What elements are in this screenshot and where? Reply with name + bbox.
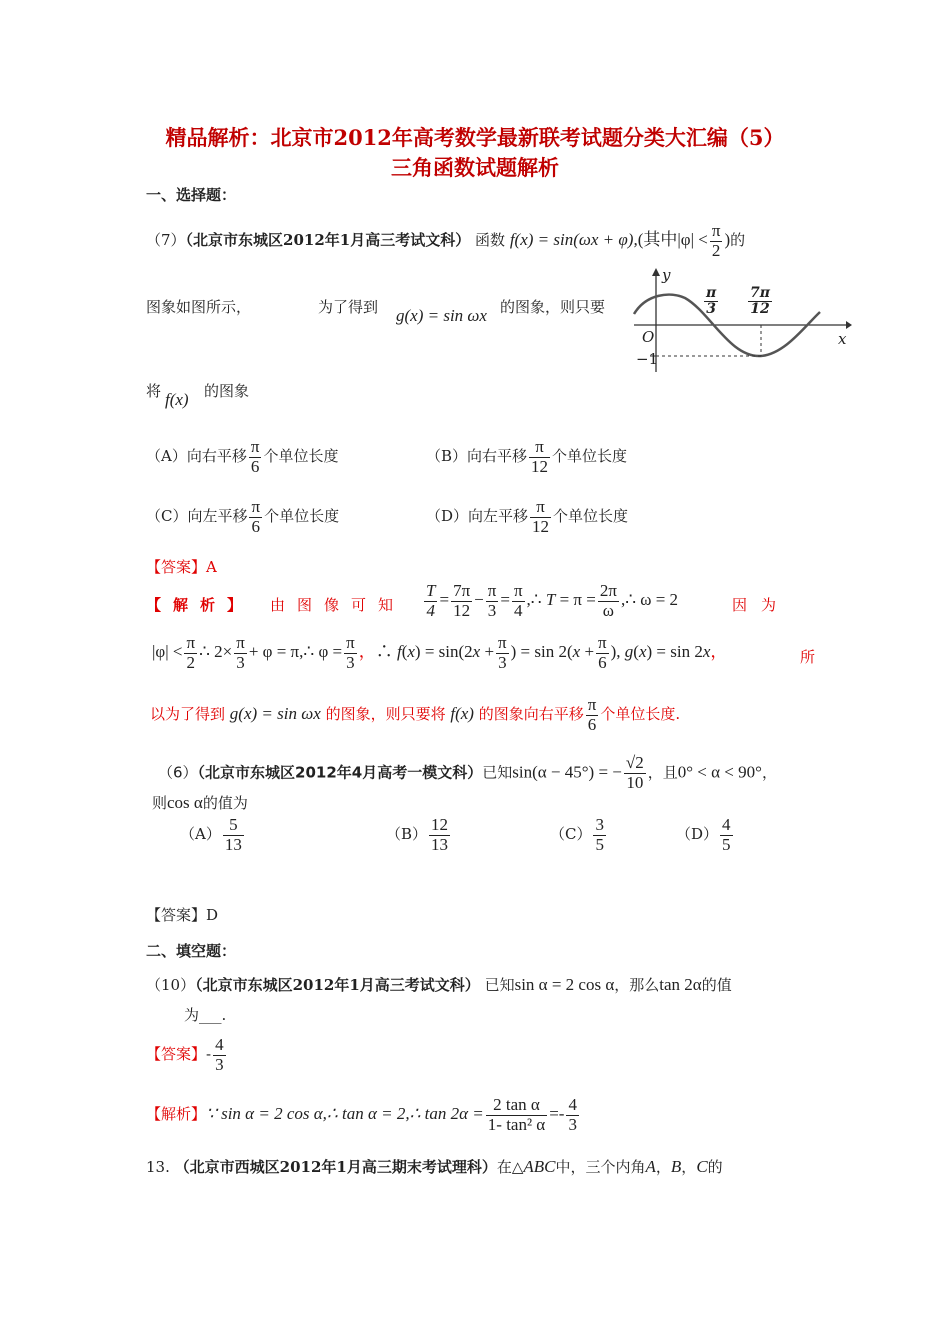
analysis-q7-formula2: |φ| < $\frac{\pi}{2}$ ∴ 2× $\frac{\pi}{3}$ + φ = π,∴ φ = $\frac{\pi}{3}$ ，∴ f(x) = sin(2x + $\frac{\pi}{3}$ ) = sin 2(x + $\frac{\pi}{6}$ ), g(x) = sin 2x， [152, 633, 728, 672]
fraction-denominator: 2 [186, 652, 196, 672]
analysis-q7-line3 [150, 696, 680, 734]
option-label: （D）向左平移 [426, 507, 529, 526]
option-fraction [249, 438, 262, 476]
fraction-numerator: T [426, 581, 436, 600]
q6-option-c [550, 816, 608, 854]
fraction [512, 582, 525, 620]
question-number: （7） [146, 231, 186, 250]
analysis-text: 的图象向右平移 [478, 705, 584, 724]
sin-expr: sin(α − 45°) = − [512, 762, 622, 782]
question-number: 13. [146, 1158, 170, 1176]
question-source: （北京市东城区2012年1月高三考试文科） [195, 976, 480, 994]
answer-value: A [206, 558, 217, 576]
analysis-text: 个单位长度. [600, 705, 681, 724]
option-label: （A） [180, 825, 221, 844]
answer-q6 [146, 904, 218, 925]
question-text: 已知 [482, 763, 513, 782]
fraction-numerator: π [186, 633, 196, 652]
fraction-numerator: π [487, 581, 497, 600]
question-text: 的值为 [202, 794, 248, 812]
answer-q7 [146, 556, 217, 577]
option-label: （C）向左平移 [146, 507, 248, 526]
option-fraction [249, 498, 262, 536]
question-7-line3a: 将 [146, 382, 162, 400]
question-source: （北京市东城区2012年4月高考一模文科） [197, 763, 483, 782]
answer-q10 [146, 1036, 228, 1074]
triangle-name: ABC [523, 1157, 556, 1176]
fraction-denominator: 13 [224, 834, 242, 854]
condition-close: ) [724, 230, 731, 250]
answer-label: 【答案】 [146, 1045, 207, 1064]
analysis-fraction [486, 1096, 547, 1134]
fraction [451, 582, 472, 620]
question-text: ， [761, 763, 777, 782]
analysis-q7-formula1: $\frac{T}{4}$ = $\frac{7\pi}{12}$ − $\frac{\pi}{3}$ = $\frac{\pi}{4}$ ,∴ T = π = $\frac{2\pi}{\omega}$ ,∴ ω = 2 [426, 581, 679, 620]
question-text: ，那么 [614, 976, 660, 994]
section-heading-fill: 二、填空题： [146, 942, 237, 960]
tick-numerator: 7π [750, 285, 770, 301]
q6-option-a [180, 816, 246, 854]
fraction-numerator: 3 [595, 815, 604, 834]
question-text: 则 [152, 794, 168, 812]
tick-numerator: π [706, 285, 717, 301]
origin-label: O [642, 328, 655, 346]
fraction-numerator: 5 [223, 816, 244, 836]
fraction-numerator: π [250, 437, 260, 456]
analysis-label: 【解析】 [146, 1105, 207, 1124]
question-10-line2: 为___. [184, 1006, 227, 1024]
function-expr: f(x) = sin(ωx + φ), [509, 230, 638, 250]
angle-c: C [696, 1157, 708, 1176]
question-text: ，且 [647, 763, 678, 782]
condition-text: (其中|φ| < [637, 230, 708, 250]
analysis-result-fraction [566, 1096, 579, 1134]
fraction-numerator: 4 [722, 815, 731, 834]
analysis-expr: =- [549, 1104, 565, 1124]
tick-denominator: 12 [750, 301, 770, 318]
question-text: 函数 [475, 231, 506, 250]
fraction-denominator: 3 [346, 652, 355, 672]
fraction-numerator: π [529, 438, 550, 458]
section-heading-choice: 一、选择题： [146, 186, 237, 204]
y-axis-label: y [662, 266, 671, 284]
question-text: 在△ [496, 1158, 524, 1176]
fraction [598, 582, 619, 620]
fraction-denominator: 6 [598, 652, 607, 672]
option-label: （C） [550, 825, 592, 844]
answer-value: D [206, 906, 219, 924]
fraction-denominator: 12 [531, 456, 549, 476]
fraction-numerator: π [346, 633, 355, 652]
option-c [146, 498, 339, 536]
g-function-expr: g(x) = sin ωx [396, 306, 487, 325]
option-tail: 个单位长度 [263, 447, 339, 466]
answer-sign: - [206, 1045, 212, 1064]
fraction-denominator: 12 [532, 516, 550, 536]
fraction [596, 634, 609, 672]
analysis-q7-line1-text: 由图像可知 [270, 596, 406, 614]
cos-expr: cos α [167, 793, 203, 812]
question-7-line1 [146, 222, 745, 260]
fraction-numerator: 4 [568, 1095, 577, 1114]
tan-expr: tan 2α [659, 975, 702, 994]
tick-denominator: 3 [706, 301, 716, 318]
fraction-numerator: π [236, 633, 245, 652]
question-number: （6） [158, 763, 198, 782]
fraction-denominator: 13 [431, 834, 449, 854]
answer-label: 【答案】 [146, 906, 207, 924]
analysis-text: 的图象，则只要将 [325, 705, 446, 724]
fraction-denominator: 6 [587, 714, 597, 734]
option-tail: 个单位长度 [552, 447, 628, 466]
page-subtitle: 三角函数试题解析 [391, 155, 559, 180]
fraction-denominator: 3 [236, 652, 245, 672]
fraction-denominator: 6 [251, 516, 261, 536]
fraction [496, 634, 509, 672]
analysis-q7-line1-tail: 因为 [732, 596, 791, 614]
question-10-line1 [146, 974, 732, 995]
question-source: （北京市东城区2012年1月高三考试文科） [185, 231, 471, 250]
fraction [234, 634, 247, 672]
fraction-denominator: 6 [250, 456, 260, 476]
fraction-numerator: π [587, 695, 597, 714]
fraction-numerator: π [498, 633, 507, 652]
option-tail: 个单位长度 [553, 507, 629, 526]
option-fraction [720, 816, 733, 854]
fraction-denominator: ω [602, 600, 614, 620]
q6-option-d [676, 816, 735, 854]
fraction-denominator: 3 [487, 600, 497, 620]
fraction [344, 634, 357, 672]
fraction-numerator: 2 tan α [486, 1096, 547, 1116]
option-fraction [529, 438, 550, 476]
range-expr: 0° < α < 90° [677, 762, 762, 782]
fraction-numerator: 12 [431, 815, 449, 834]
option-fraction [429, 816, 450, 854]
angle-a: A [645, 1157, 656, 1176]
analysis-q7-label: 【解析】 [146, 596, 255, 614]
separator: ， [681, 1158, 697, 1176]
condition-fraction [710, 222, 723, 260]
question-number: （10） [146, 976, 196, 994]
fraction-numerator: π [530, 498, 551, 518]
fraction-denominator: 4 [513, 600, 523, 620]
analysis-f-expr: f(x) [450, 704, 474, 724]
fraction-denominator: 10 [626, 772, 644, 792]
question-source: （北京市西城区2012年1月高三期末考试理科） [174, 1158, 497, 1176]
answer-fraction [213, 1036, 226, 1074]
option-label: （B） [386, 825, 428, 844]
fraction-denominator: 2 [711, 240, 721, 260]
question-6-line1 [158, 754, 777, 792]
fraction-numerator: π [598, 633, 607, 652]
option-b [426, 438, 627, 476]
fraction-denominator: 1- tan² α [487, 1114, 546, 1134]
page-title: 精品解析：北京市2012年高考数学最新联考试题分类大汇编（5） [165, 125, 785, 150]
question-6-line2 [152, 792, 248, 813]
analysis-g-expr: g(x) = sin ωx [229, 704, 321, 724]
analysis-q7-line2-tail: 所 [800, 648, 816, 666]
question-7-line2b: 为了得到 [318, 298, 379, 316]
separator: ， [655, 1158, 671, 1176]
option-label: （A）向右平移 [146, 447, 247, 466]
analysis-text: 以为了得到 [150, 705, 226, 724]
fraction-numerator: π [711, 221, 721, 240]
option-label: （D） [676, 825, 719, 844]
option-a [146, 438, 338, 476]
angle-b: B [670, 1157, 682, 1176]
fraction-numerator: 2π [599, 581, 617, 600]
fraction-numerator: π [251, 497, 261, 516]
fraction-denominator: 3 [215, 1054, 224, 1074]
question-text: 中，三个内角 [555, 1158, 646, 1176]
question-7-line2a: 图象如图所示， [146, 298, 252, 316]
question-text: 已知 [484, 976, 515, 994]
condition-expr: sin α = 2 cos α [514, 975, 615, 994]
neg-one-label: −1 [636, 350, 659, 368]
fraction-denominator: 4 [426, 600, 435, 620]
option-d [426, 498, 628, 536]
tick-7pi-over-12 [748, 286, 772, 318]
question-13-line1 [146, 1156, 723, 1177]
fraction-denominator: 5 [722, 834, 731, 854]
fraction-numerator: 7π [453, 581, 471, 600]
fraction [486, 582, 499, 620]
question-text-tail: 的 [730, 231, 746, 250]
fraction-numerator: π [513, 581, 523, 600]
fraction-denominator: 12 [453, 600, 471, 620]
analysis-fraction [586, 696, 599, 734]
fraction-denominator: 3 [568, 1114, 577, 1134]
fraction [184, 634, 197, 672]
fraction-denominator: 3 [498, 652, 507, 672]
x-axis-label: x [838, 330, 847, 348]
question-text: 的 [707, 1158, 723, 1176]
question-7-line2c: 的图象，则只要 [500, 298, 606, 316]
f-function-expr: f(x) [165, 390, 189, 409]
option-fraction [223, 816, 244, 854]
analysis-expr: ∵ sin α = 2 cos α,∴ tan α = 2,∴ tan 2α = [206, 1104, 484, 1124]
fraction-numerator: 4 [215, 1035, 224, 1054]
option-fraction [530, 498, 551, 536]
question-text: 的值 [701, 976, 732, 994]
question-7-line3b: 的图象 [204, 382, 250, 400]
option-fraction [593, 816, 606, 854]
q6-option-b [386, 816, 452, 854]
tick-pi-over-3 [704, 286, 718, 318]
fraction [424, 582, 437, 620]
q6-fraction [624, 754, 646, 792]
fraction-numerator: √2 [625, 753, 644, 772]
analysis-q10 [146, 1096, 581, 1134]
fraction-denominator: 5 [595, 834, 604, 854]
option-tail: 个单位长度 [264, 507, 340, 526]
option-label: （B）向右平移 [426, 447, 528, 466]
answer-label: 【答案】 [146, 558, 207, 576]
